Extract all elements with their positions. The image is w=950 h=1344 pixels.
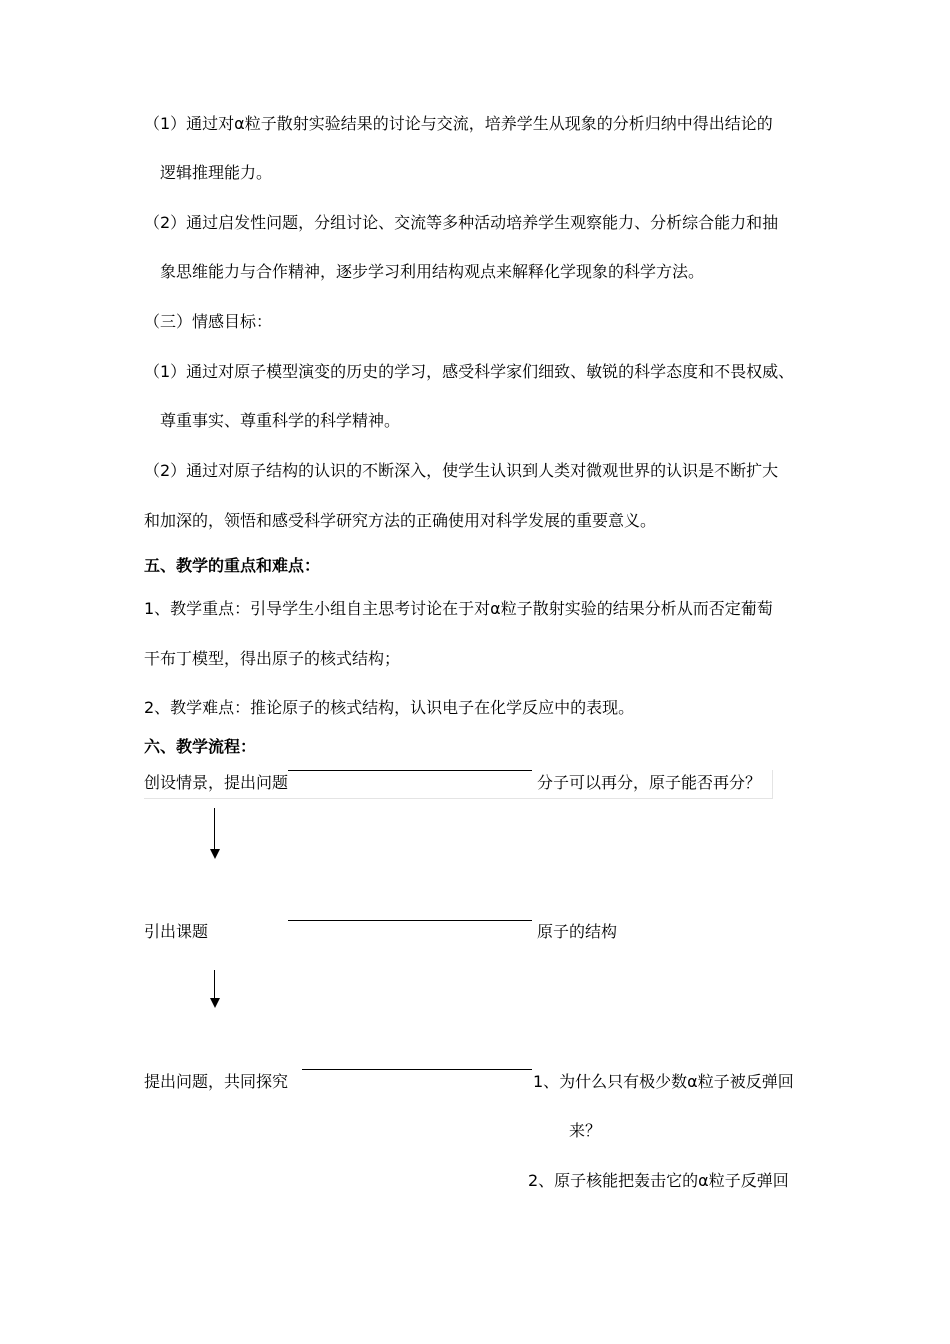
flow-step1-label: 创设情景，提出问题 bbox=[144, 773, 289, 792]
flow-step1-detail: 分子可以再分，原子能否再分？ bbox=[537, 773, 762, 792]
section5-heading: 五、教学的重点和难点： bbox=[144, 556, 321, 575]
skills-p2-line2: 象思维能力与合作精神，逐步学习利用结构观点来解释化学现象的科学方法。 bbox=[160, 262, 705, 281]
skills-p1-line2: 逻辑推理能力。 bbox=[160, 163, 273, 182]
difficulty-point: 2、教学难点：推论原子的核式结构，认识电子在化学反应中的表现。 bbox=[144, 698, 635, 717]
flow-arrow-2-shaft bbox=[214, 970, 215, 1000]
emotion-p2-line2: 和加深的，领悟和感受科学研究方法的正确使用对科学发展的重要意义。 bbox=[144, 511, 657, 530]
flow-arrow-2-head bbox=[210, 998, 220, 1008]
key-point-line2: 干布丁模型，得出原子的核式结构； bbox=[144, 649, 401, 668]
flow-step3-label: 提出问题，共同探究 bbox=[144, 1072, 289, 1091]
flow-step3-question1-line2: 来？ bbox=[569, 1121, 602, 1140]
flow-connector-line-3 bbox=[302, 1069, 532, 1070]
skills-p2-line1: （2）通过启发性问题，分组讨论、交流等多种活动培养学生观察能力、分析综合能力和抽 bbox=[144, 213, 779, 232]
key-point-line1: 1、教学重点：引导学生小组自主思考讨论在于对α粒子散射实验的结果分析从而否定葡萄 bbox=[144, 599, 773, 618]
flow-connector-line-1 bbox=[288, 770, 532, 771]
flow-step3-question1-line1: 1、为什么只有极少数α粒子被反弹回 bbox=[533, 1072, 794, 1091]
emotion-p1-line2: 尊重事实、尊重科学的科学精神。 bbox=[160, 411, 401, 430]
flow-arrow-1-shaft bbox=[214, 808, 215, 850]
flow-arrow-1-head bbox=[210, 849, 220, 859]
emotion-heading: （三）情感目标： bbox=[144, 312, 273, 331]
emotion-p1-line1: （1）通过对原子模型演变的历史的学习，感受科学家们细致、敏锐的科学态度和不畏权威、 bbox=[144, 362, 795, 381]
emotion-p2-line1: （2）通过对原子结构的认识的不断深入，使学生认识到人类对微观世界的认识是不断扩大 bbox=[144, 461, 779, 480]
section6-heading: 六、教学流程： bbox=[144, 737, 257, 756]
flow-step2-label: 引出课题 bbox=[144, 922, 209, 941]
skills-p1-line1: （1）通过对α粒子散射实验结果的讨论与交流，培养学生从现象的分析归纳中得出结论的 bbox=[144, 114, 773, 133]
flow-connector-line-2 bbox=[288, 920, 532, 921]
flow-step3-question2-line1: 2、原子核能把轰击它的α粒子反弹回 bbox=[528, 1171, 789, 1190]
flow-step2-detail: 原子的结构 bbox=[537, 922, 618, 941]
